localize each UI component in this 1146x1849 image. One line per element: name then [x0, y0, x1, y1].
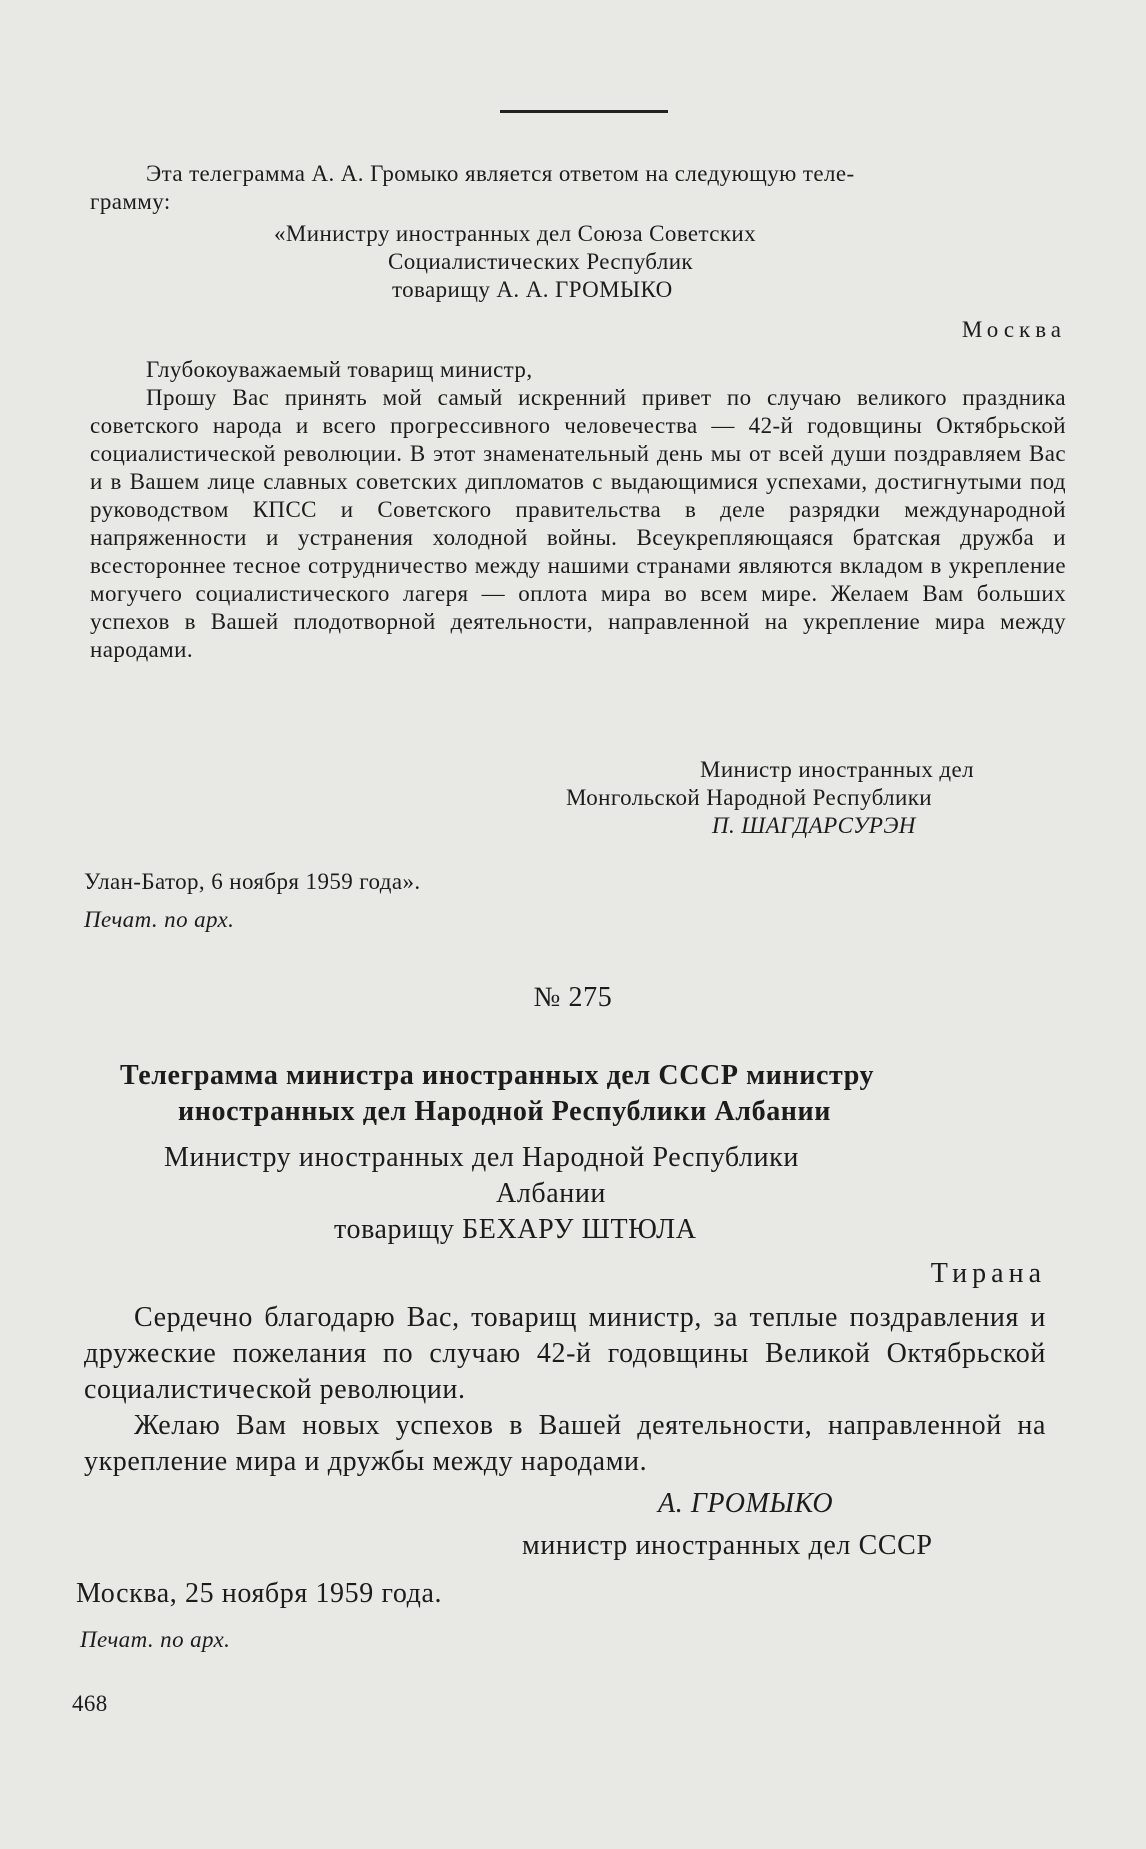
letter-signature-name: П. ШАГДАРСУРЭН: [712, 813, 916, 838]
document-title: Телеграмма министра иностранных дел СССР министру: [120, 1060, 875, 1091]
document-number: № 275: [533, 982, 613, 1013]
letter-addressee-line: «Министру иностранных дел Союза Советских: [274, 221, 757, 246]
body-paragraph: Сердечно благодарю Вас, товарищ министр, за теплые поздравления и дружеские пожелания по случаю 42-й годовщины Великой Октябрьской социалистической революции.: [84, 1302, 1046, 1405]
place-date: Москва, 25 ноября 1959 года.: [76, 1578, 443, 1609]
letter-body: Прошу Вас принять мой самый искренний привет по случаю великого праздника советского народа и всего прогрессивного человечества — 42-й годовщины Октябрьской социалистической революции. В этот знаменательный день мы от всей души поздравляем Вас и в Вашем лице славных советских дипломатов с выдающимися успехами, достигнутыми под руководством КПСС и Советского правительства в деле разрядки международной напряженности и устранения холодной войны. Всеукрепляющаяся братская дружба и всестороннее тесное сотрудничество между нашими странами являются вкладом в укрепление могучего социалистического лагеря — оплота мира во всем мире. Желаем Вам больших успехов в Вашей плодотворной деятельности, направленной на укрепление мира между народами.: [90, 385, 1066, 662]
intro-line: Эта телеграмма А. А. Громыко является ответом на следующую теле-: [146, 161, 855, 186]
addressee-line: Албании: [496, 1178, 607, 1209]
source-note: Печат. по арх.: [80, 1627, 231, 1652]
letter-addressee-name: товарищу А. А. ГРОМЫКО: [392, 277, 673, 302]
document-title: иностранных дел Народной Республики Албании: [178, 1096, 831, 1127]
addressee-name: товарищу БЕХАРУ ШТЮЛА: [334, 1214, 697, 1245]
letter-source-note: Печат. по арх.: [84, 907, 235, 932]
letter-place-date: Улан-Батор, 6 ноября 1959 года».: [84, 869, 421, 894]
addressee-city: Тирана: [930, 1258, 1046, 1289]
page-number: 468: [72, 1691, 108, 1716]
separator-rule: [500, 110, 668, 113]
letter-signature-title: Министр иностранных дел: [700, 757, 975, 782]
body-paragraph: Желаю Вам новых успехов в Вашей деятельности, направленной на укрепление мира и дружбы между народами.: [84, 1410, 1046, 1477]
signature-name: А. ГРОМЫКО: [658, 1488, 834, 1519]
addressee-line: Министру иностранных дел Народной Республики: [164, 1142, 799, 1173]
letter-salutation: Глубокоуважаемый товарищ министр,: [146, 357, 533, 382]
letter-city: Москва: [961, 317, 1066, 342]
intro-line-continued: грамму:: [90, 189, 171, 214]
signature-title: министр иностранных дел СССР: [522, 1530, 933, 1561]
letter-signature-title: Монгольской Народной Республики: [566, 785, 932, 810]
letter-addressee-line: Социалистических Республик: [388, 249, 693, 274]
